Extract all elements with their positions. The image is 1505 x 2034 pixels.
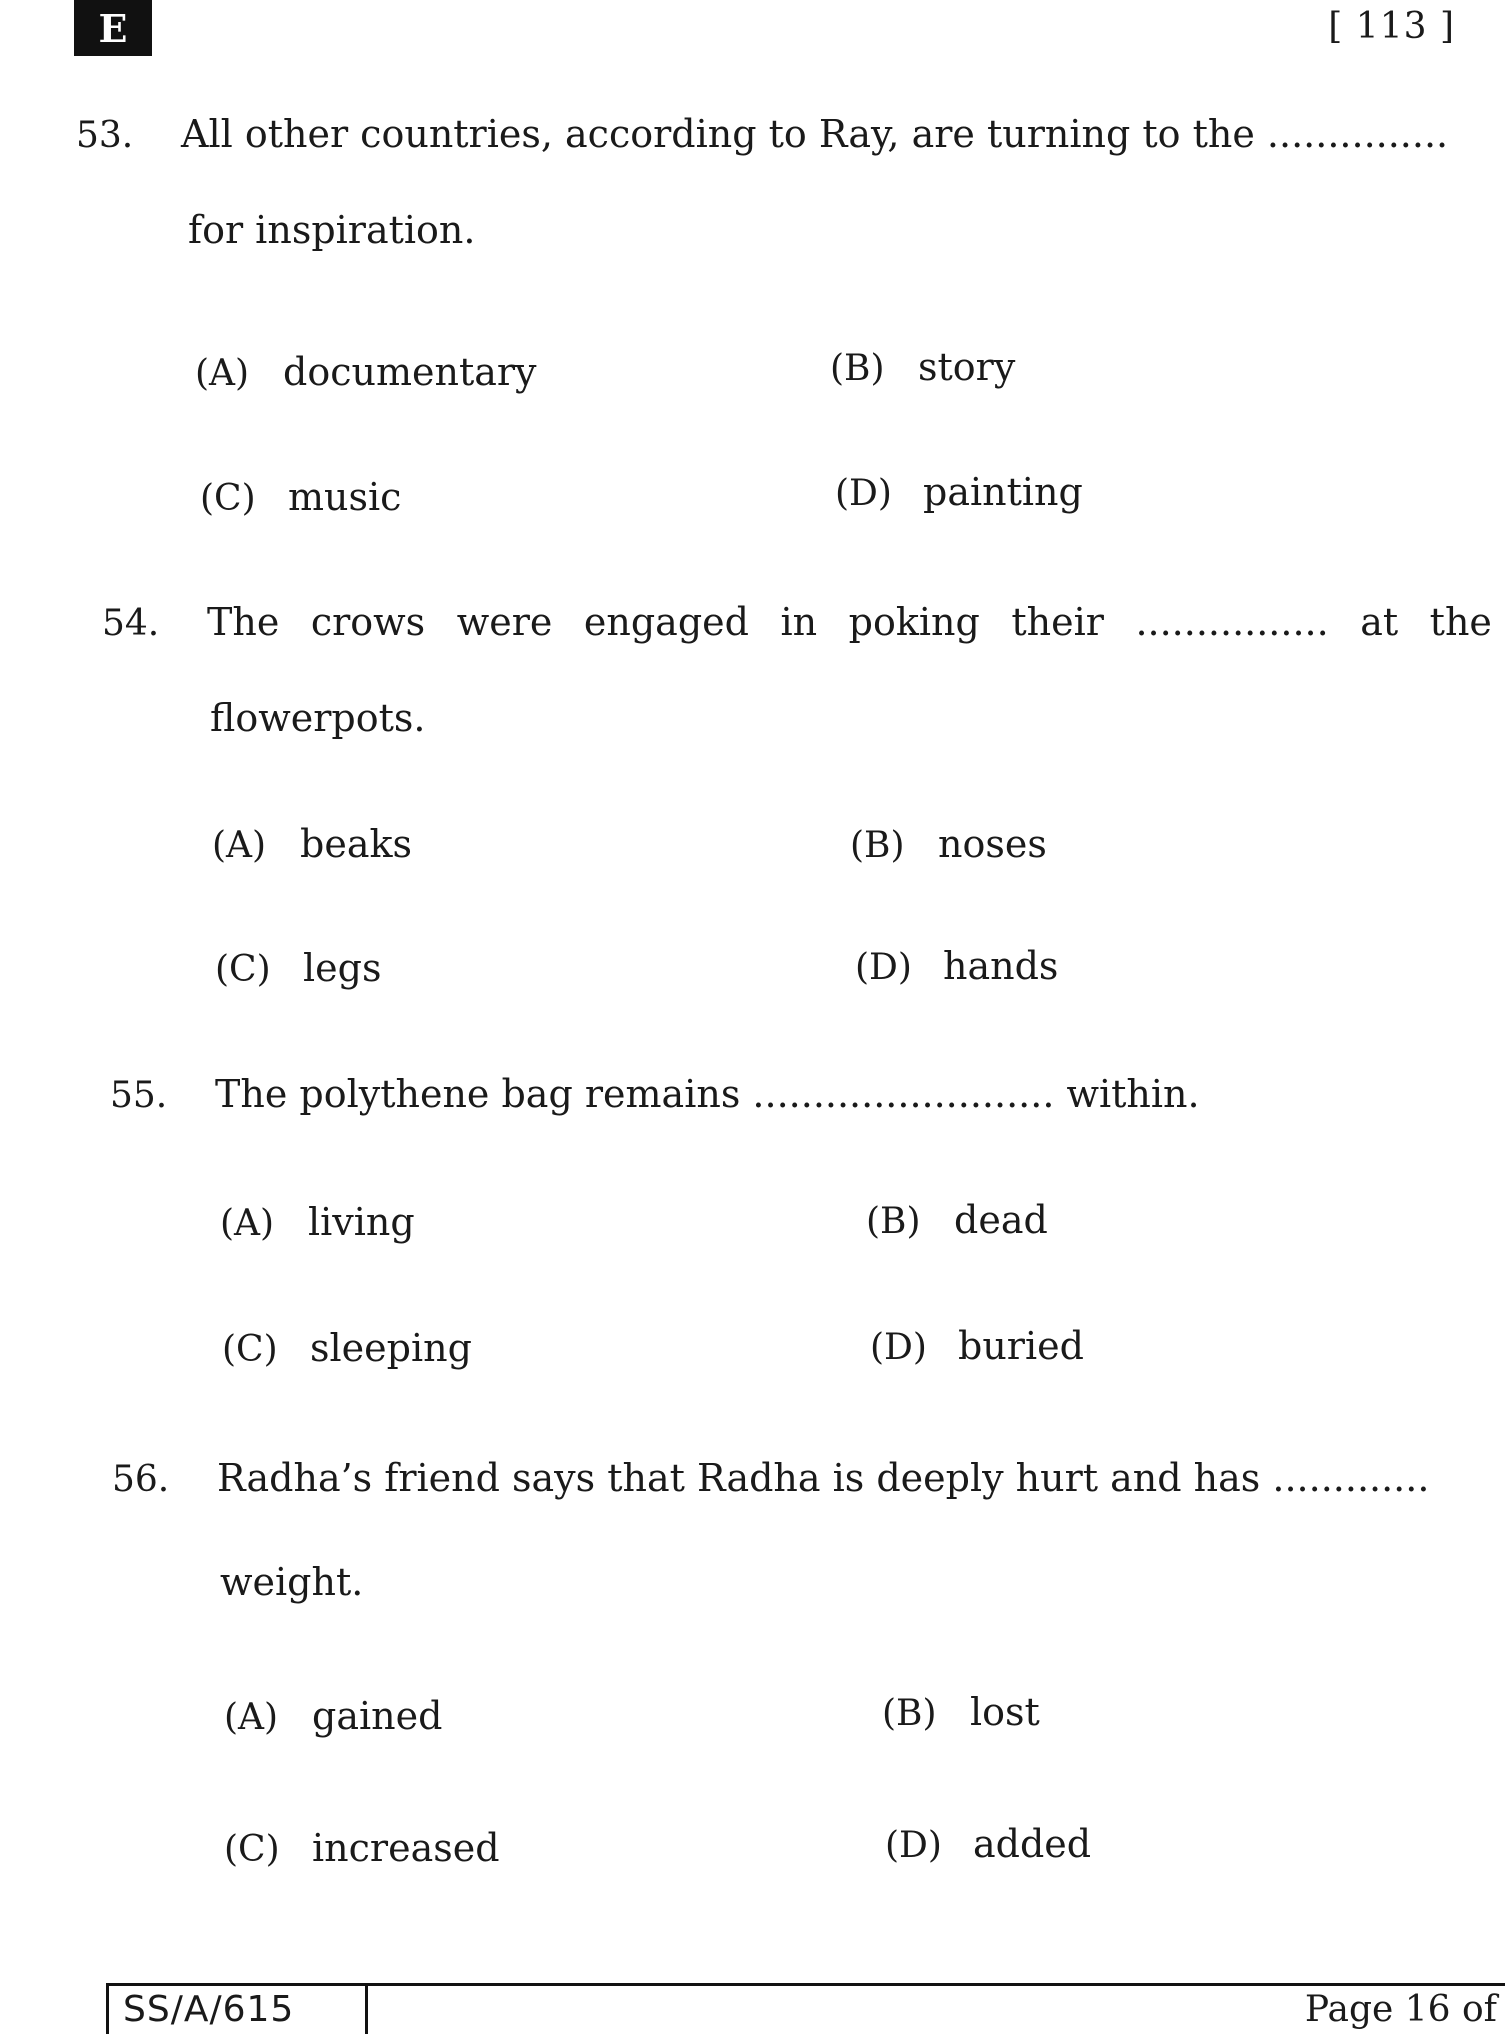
option-text: beaks xyxy=(300,822,412,866)
question-number: 53. xyxy=(76,115,134,156)
option-label: (B) xyxy=(866,1201,921,1242)
option-label: (B) xyxy=(850,825,905,866)
option-b[interactable] xyxy=(882,1690,1040,1734)
option-text: increased xyxy=(312,1826,500,1870)
option-c[interactable] xyxy=(215,946,381,990)
option-text: music xyxy=(288,475,402,519)
option-d[interactable] xyxy=(870,1324,1084,1368)
option-a[interactable] xyxy=(220,1200,415,1244)
option-text: buried xyxy=(958,1324,1084,1368)
option-text: documentary xyxy=(283,350,537,394)
question-number: 54. xyxy=(102,603,160,644)
question-text: Radha’s friend says that Radha is deeply hurt and has ............. xyxy=(217,1456,1430,1500)
option-text: story xyxy=(918,345,1016,389)
option-label: (D) xyxy=(855,947,912,988)
option-text: noses xyxy=(938,822,1047,866)
question-56 xyxy=(112,1456,1502,1604)
option-label: (C) xyxy=(215,949,271,990)
option-label: (D) xyxy=(885,1825,942,1866)
option-b[interactable] xyxy=(866,1198,1048,1242)
question-55 xyxy=(110,1072,1490,1118)
option-label: (C) xyxy=(224,1829,280,1870)
question-53 xyxy=(76,112,1466,252)
option-label: (D) xyxy=(870,1327,927,1368)
option-text: gained xyxy=(312,1694,443,1738)
option-label: (A) xyxy=(224,1697,279,1738)
option-text: dead xyxy=(954,1198,1048,1242)
option-text: legs xyxy=(303,946,382,990)
question-text: The polythene bag remains ......................... within. xyxy=(215,1072,1200,1116)
option-c[interactable] xyxy=(222,1326,472,1370)
option-label: (B) xyxy=(882,1693,937,1734)
option-d[interactable] xyxy=(855,944,1058,988)
option-a[interactable] xyxy=(224,1694,442,1738)
option-text: hands xyxy=(943,944,1059,988)
option-c[interactable] xyxy=(224,1826,500,1870)
option-label: (A) xyxy=(195,353,250,394)
option-d[interactable] xyxy=(835,470,1083,514)
paper-set-badge: E xyxy=(74,0,152,56)
page-number: Page 16 of xyxy=(1304,1989,1497,2030)
option-d[interactable] xyxy=(885,1822,1091,1866)
question-text: The crows were engaged in poking their ................ at the xyxy=(207,600,1492,644)
option-text: added xyxy=(973,1822,1092,1866)
option-label: (C) xyxy=(222,1329,278,1370)
answer-blank: ................ xyxy=(1135,600,1329,644)
option-b[interactable] xyxy=(850,822,1047,866)
question-number: 56. xyxy=(112,1459,170,1500)
option-a[interactable] xyxy=(212,822,412,866)
option-text: sleeping xyxy=(310,1326,472,1370)
question-54 xyxy=(102,600,1492,740)
question-continuation: weight. xyxy=(220,1559,364,1604)
option-b[interactable] xyxy=(830,345,1015,389)
option-c[interactable] xyxy=(200,475,401,519)
question-number: 55. xyxy=(110,1075,168,1116)
option-label: (C) xyxy=(200,478,256,519)
question-text: All other countries, according to Ray, are turning to the ............... xyxy=(181,112,1449,156)
question-continuation: for inspiration. xyxy=(188,207,476,252)
option-text: painting xyxy=(923,470,1083,514)
option-text: living xyxy=(308,1200,415,1244)
option-label: (A) xyxy=(212,825,267,866)
option-label: (D) xyxy=(835,473,892,514)
page-code: [ 113 ] xyxy=(1328,6,1455,47)
option-label: (A) xyxy=(220,1203,275,1244)
option-a[interactable] xyxy=(195,350,537,394)
option-label: (B) xyxy=(830,348,885,389)
option-text: lost xyxy=(970,1690,1040,1734)
paper-code: SS/A/615 xyxy=(106,1986,368,2034)
question-continuation: flowerpots. xyxy=(210,695,426,740)
